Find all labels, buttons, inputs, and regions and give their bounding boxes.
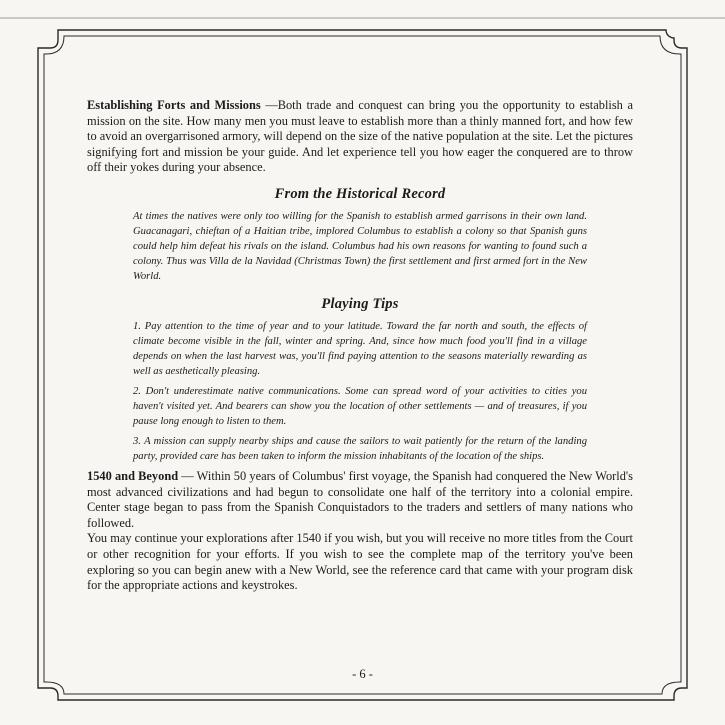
playing-tips-title: Playing Tips bbox=[321, 295, 399, 312]
forts-missions-heading: Establishing Forts and Missions bbox=[87, 98, 261, 112]
historical-record-title: From the Historical Record bbox=[274, 185, 446, 202]
1540-beyond-heading: 1540 and Beyond bbox=[87, 468, 179, 483]
playing-tips-list bbox=[87, 319, 633, 464]
1540-beyond-text: — Within 50 years of Columbus' first voyage, the Spanish had conquered the New World's most advanced civilizations and had begun to consolidate one half of the territory into a colonial empire. Center stage began to pass from the Spanish Conquistadors to the traders and settlers of many nations who followed. bbox=[87, 468, 633, 530]
forts-missions-paragraph bbox=[87, 98, 633, 176]
forts-missions-text: —Both trade and conquest can bring you the opportunity to establish a mission on the site. How many men you must leave to establish more than a thinly manned fort, and how few to avoid an overgarrisoned armory, will depend on the size of the native population at the site. Let the pictures signifying fort and mission be your guide. And let experience tell you how eager the conquered are to throw off their yokes during your absence. bbox=[87, 98, 633, 175]
playing-tip-item: 3. A mission can supply nearby ships and cause the sailors to wait patiently for the return of the landing party, provided care has been taken to inform the mission inhabitants of the location of the ships. bbox=[133, 435, 587, 462]
page-number: - 6 - bbox=[352, 667, 373, 681]
playing-tip-item: 1. Pay attention to the time of year and to your latitude. Toward the far north and south, the effects of climate become visible in the fall, winter and spring. And, since how much food you'll find in a village depends on when the last harvest was, you'll find paying attention to the seasons materially rewarding as well as aesthetically pleasing. bbox=[133, 320, 587, 377]
playing-tip-item: 2. Don't underestimate native communications. Some can spread word of your activities to cities you haven't visited yet. And bearers can show you the location of other settlements — and of treasures, if you pause long enough to listen to them. bbox=[133, 385, 587, 427]
page-content bbox=[87, 98, 633, 594]
1540-beyond-paragraph bbox=[87, 469, 633, 531]
historical-record-text: At times the natives were only too willing for the Spanish to establish armed garrisons in their own land. Guacanagari, chieftan of a Haitian tribe, implored Columbus to establish a colony so that Spanish guns could help him defeat his rivals on the island. Columbus had his own reasons for wanting to found such a colony. Thus was Villa de la Navidad (Christmas Town) the first settlement and first armed fort in the New World. bbox=[133, 210, 587, 282]
continue-explorations-paragraph: You may continue your explorations after 1540 if you wish, but you will receive no more titles from the Court or other recognition for your efforts. If you wish to see the complete map of the territory you've been exploring so you can begin anew with a New World, see the reference card that came with your program disk for the appropriate actions and keystrokes. bbox=[87, 531, 633, 593]
